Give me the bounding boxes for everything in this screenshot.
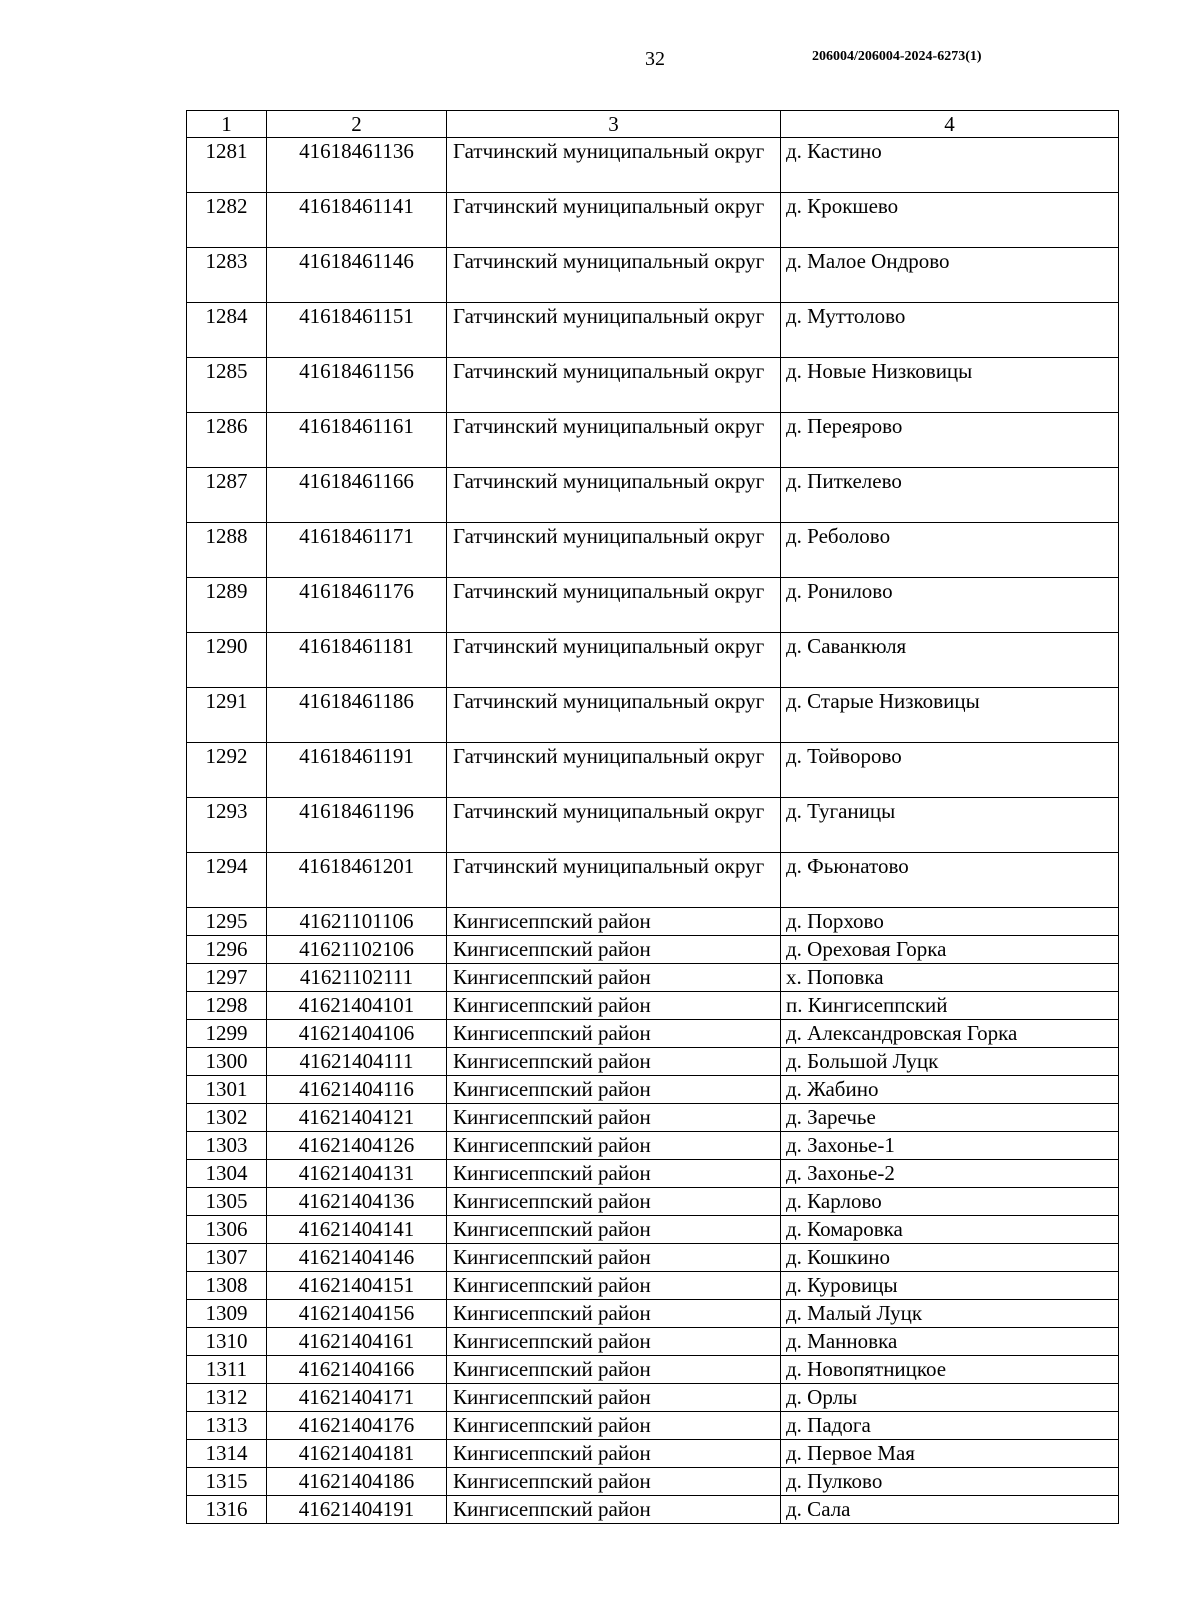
table-row: [187, 743, 1119, 798]
table-row: [187, 523, 1119, 578]
oktmo-code-cell: 41618461186: [267, 688, 447, 743]
table-row: [187, 1048, 1119, 1076]
column-header: 4: [781, 111, 1119, 138]
settlement-cell: д. Куровицы: [781, 1272, 1119, 1300]
table-row: [187, 578, 1119, 633]
district-cell: Кингисеппский район: [447, 1076, 781, 1104]
oktmo-code-cell: 41618461136: [267, 138, 447, 193]
settlement-cell: д. Большой Луцк: [781, 1048, 1119, 1076]
district-cell: Гатчинский муниципальный округ: [447, 468, 781, 523]
table-row: [187, 468, 1119, 523]
table-row: [187, 1384, 1119, 1412]
row-number-cell: 1294: [187, 853, 267, 908]
district-cell: Гатчинский муниципальный округ: [447, 248, 781, 303]
page-number: 32: [645, 48, 665, 70]
settlement-cell: д. Падога: [781, 1412, 1119, 1440]
district-cell: Кингисеппский район: [447, 1300, 781, 1328]
district-cell: Гатчинский муниципальный округ: [447, 688, 781, 743]
district-cell: Кингисеппский район: [447, 1440, 781, 1468]
oktmo-code-cell: 41621404156: [267, 1300, 447, 1328]
table-row: [187, 1216, 1119, 1244]
row-number-cell: 1292: [187, 743, 267, 798]
row-number-cell: 1295: [187, 908, 267, 936]
row-number-cell: 1299: [187, 1020, 267, 1048]
table-row: [187, 688, 1119, 743]
oktmo-code-cell: 41621404176: [267, 1412, 447, 1440]
oktmo-code-cell: 41621404171: [267, 1384, 447, 1412]
district-cell: Гатчинский муниципальный округ: [447, 413, 781, 468]
settlement-cell: д. Малый Луцк: [781, 1300, 1119, 1328]
oktmo-code-cell: 41618461196: [267, 798, 447, 853]
settlement-cell: д. Новые Низковицы: [781, 358, 1119, 413]
district-cell: Гатчинский муниципальный округ: [447, 138, 781, 193]
table-row: [187, 1160, 1119, 1188]
district-cell: Кингисеппский район: [447, 1272, 781, 1300]
table-row: [187, 1328, 1119, 1356]
row-number-cell: 1313: [187, 1412, 267, 1440]
settlement-cell: д. Александровская Горка: [781, 1020, 1119, 1048]
row-number-cell: 1288: [187, 523, 267, 578]
oktmo-code-cell: 41621404186: [267, 1468, 447, 1496]
settlement-cell: д. Переярово: [781, 413, 1119, 468]
oktmo-code-cell: 41618461176: [267, 578, 447, 633]
row-number-cell: 1297: [187, 964, 267, 992]
oktmo-code-cell: 41618461201: [267, 853, 447, 908]
oktmo-code-cell: 41618461181: [267, 633, 447, 688]
oktmo-code-cell: 41618461171: [267, 523, 447, 578]
oktmo-code-cell: 41621102111: [267, 964, 447, 992]
district-cell: Кингисеппский район: [447, 1356, 781, 1384]
row-number-cell: 1283: [187, 248, 267, 303]
district-cell: Кингисеппский район: [447, 1244, 781, 1272]
row-number-cell: 1301: [187, 1076, 267, 1104]
settlement-cell: д. Пулково: [781, 1468, 1119, 1496]
settlement-cell: д. Тойворово: [781, 743, 1119, 798]
settlement-cell: д. Кастино: [781, 138, 1119, 193]
oktmo-code-cell: 41621102106: [267, 936, 447, 964]
settlement-cell: д. Орлы: [781, 1384, 1119, 1412]
settlements-table: [186, 110, 1119, 1524]
oktmo-code-cell: 41621404111: [267, 1048, 447, 1076]
settlement-cell: д. Старые Низковицы: [781, 688, 1119, 743]
settlement-cell: д. Комаровка: [781, 1216, 1119, 1244]
district-cell: Кингисеппский район: [447, 1160, 781, 1188]
row-number-cell: 1284: [187, 303, 267, 358]
table-header-row: [187, 111, 1119, 138]
district-cell: Кингисеппский район: [447, 1020, 781, 1048]
settlement-cell: д. Реболово: [781, 523, 1119, 578]
settlement-cell: д. Крокшево: [781, 193, 1119, 248]
oktmo-code-cell: 41618461191: [267, 743, 447, 798]
row-number-cell: 1281: [187, 138, 267, 193]
row-number-cell: 1304: [187, 1160, 267, 1188]
oktmo-code-cell: 41621404191: [267, 1496, 447, 1524]
district-cell: Кингисеппский район: [447, 1496, 781, 1524]
district-cell: Кингисеппский район: [447, 1188, 781, 1216]
district-cell: Кингисеппский район: [447, 1412, 781, 1440]
settlement-cell: д. Фьюнатово: [781, 853, 1119, 908]
settlement-cell: д. Саванкюля: [781, 633, 1119, 688]
row-number-cell: 1289: [187, 578, 267, 633]
oktmo-code-cell: 41621101106: [267, 908, 447, 936]
settlement-cell: д. Карлово: [781, 1188, 1119, 1216]
table-row: [187, 248, 1119, 303]
row-number-cell: 1310: [187, 1328, 267, 1356]
district-cell: Кингисеппский район: [447, 1328, 781, 1356]
row-number-cell: 1303: [187, 1132, 267, 1160]
table-row: [187, 1412, 1119, 1440]
oktmo-code-cell: 41621404101: [267, 992, 447, 1020]
district-cell: Гатчинский муниципальный округ: [447, 853, 781, 908]
settlement-cell: д. Питкелево: [781, 468, 1119, 523]
settlement-cell: д. Манновка: [781, 1328, 1119, 1356]
row-number-cell: 1296: [187, 936, 267, 964]
district-cell: Гатчинский муниципальный округ: [447, 633, 781, 688]
settlement-cell: д. Заречье: [781, 1104, 1119, 1132]
district-cell: Гатчинский муниципальный округ: [447, 798, 781, 853]
oktmo-code-cell: 41621404131: [267, 1160, 447, 1188]
district-cell: Гатчинский муниципальный округ: [447, 358, 781, 413]
row-number-cell: 1298: [187, 992, 267, 1020]
table-row: [187, 358, 1119, 413]
table-row: [187, 853, 1119, 908]
table-row: [187, 964, 1119, 992]
oktmo-code-cell: 41621404181: [267, 1440, 447, 1468]
column-header: 3: [447, 111, 781, 138]
table-row: [187, 992, 1119, 1020]
oktmo-code-cell: 41621404106: [267, 1020, 447, 1048]
oktmo-code-cell: 41621404126: [267, 1132, 447, 1160]
table-row: [187, 193, 1119, 248]
table-row: [187, 303, 1119, 358]
table-row: [187, 1496, 1119, 1524]
district-cell: Кингисеппский район: [447, 1104, 781, 1132]
settlement-cell: д. Кошкино: [781, 1244, 1119, 1272]
row-number-cell: 1286: [187, 413, 267, 468]
row-number-cell: 1315: [187, 1468, 267, 1496]
district-cell: Кингисеппский район: [447, 1468, 781, 1496]
oktmo-code-cell: 41621404151: [267, 1272, 447, 1300]
row-number-cell: 1287: [187, 468, 267, 523]
row-number-cell: 1302: [187, 1104, 267, 1132]
settlement-cell: д. Захонье-1: [781, 1132, 1119, 1160]
table-row: [187, 1440, 1119, 1468]
district-cell: Кингисеппский район: [447, 908, 781, 936]
table-row: [187, 138, 1119, 193]
oktmo-code-cell: 41621404141: [267, 1216, 447, 1244]
settlement-cell: д. Ореховая Горка: [781, 936, 1119, 964]
district-cell: Кингисеппский район: [447, 1048, 781, 1076]
oktmo-code-cell: 41621404121: [267, 1104, 447, 1132]
table-row: [187, 1104, 1119, 1132]
district-cell: Кингисеппский район: [447, 1384, 781, 1412]
settlement-cell: х. Поповка: [781, 964, 1119, 992]
row-number-cell: 1282: [187, 193, 267, 248]
district-cell: Гатчинский муниципальный округ: [447, 578, 781, 633]
row-number-cell: 1300: [187, 1048, 267, 1076]
district-cell: Гатчинский муниципальный округ: [447, 743, 781, 798]
table-row: [187, 1272, 1119, 1300]
row-number-cell: 1306: [187, 1216, 267, 1244]
oktmo-code-cell: 41618461166: [267, 468, 447, 523]
row-number-cell: 1316: [187, 1496, 267, 1524]
oktmo-code-cell: 41618461161: [267, 413, 447, 468]
oktmo-code-cell: 41621404136: [267, 1188, 447, 1216]
row-number-cell: 1314: [187, 1440, 267, 1468]
district-cell: Кингисеппский район: [447, 936, 781, 964]
row-number-cell: 1290: [187, 633, 267, 688]
table-row: [187, 1132, 1119, 1160]
district-cell: Кингисеппский район: [447, 992, 781, 1020]
row-number-cell: 1293: [187, 798, 267, 853]
district-cell: Гатчинский муниципальный округ: [447, 303, 781, 358]
table-row: [187, 1244, 1119, 1272]
district-cell: Гатчинский муниципальный округ: [447, 523, 781, 578]
settlement-cell: д. Порхово: [781, 908, 1119, 936]
table-row: [187, 1356, 1119, 1384]
settlement-cell: д. Туганицы: [781, 798, 1119, 853]
settlement-cell: д. Первое Мая: [781, 1440, 1119, 1468]
oktmo-code-cell: 41621404166: [267, 1356, 447, 1384]
row-number-cell: 1308: [187, 1272, 267, 1300]
table-row: [187, 936, 1119, 964]
oktmo-code-cell: 41621404161: [267, 1328, 447, 1356]
table-row: [187, 633, 1119, 688]
row-number-cell: 1305: [187, 1188, 267, 1216]
settlement-cell: п. Кингисеппский: [781, 992, 1119, 1020]
settlement-cell: д. Сала: [781, 1496, 1119, 1524]
table-row: [187, 413, 1119, 468]
table-row: [187, 1076, 1119, 1104]
row-number-cell: 1312: [187, 1384, 267, 1412]
oktmo-code-cell: 41621404146: [267, 1244, 447, 1272]
district-cell: Кингисеппский район: [447, 964, 781, 992]
document-id: 206004/206004-2024-6273(1): [812, 49, 982, 64]
oktmo-code-cell: 41618461151: [267, 303, 447, 358]
row-number-cell: 1309: [187, 1300, 267, 1328]
row-number-cell: 1291: [187, 688, 267, 743]
table-row: [187, 1300, 1119, 1328]
district-cell: Кингисеппский район: [447, 1216, 781, 1244]
table-row: [187, 1468, 1119, 1496]
settlement-cell: д. Новопятницкое: [781, 1356, 1119, 1384]
row-number-cell: 1307: [187, 1244, 267, 1272]
oktmo-code-cell: 41621404116: [267, 1076, 447, 1104]
row-number-cell: 1311: [187, 1356, 267, 1384]
table-row: [187, 1020, 1119, 1048]
oktmo-code-cell: 41618461146: [267, 248, 447, 303]
settlement-cell: д. Муттолово: [781, 303, 1119, 358]
row-number-cell: 1285: [187, 358, 267, 413]
table-row: [187, 798, 1119, 853]
column-header: 1: [187, 111, 267, 138]
settlement-cell: д. Ронилово: [781, 578, 1119, 633]
oktmo-code-cell: 41618461156: [267, 358, 447, 413]
settlement-cell: д. Захонье-2: [781, 1160, 1119, 1188]
district-cell: Гатчинский муниципальный округ: [447, 193, 781, 248]
column-header: 2: [267, 111, 447, 138]
table-row: [187, 908, 1119, 936]
district-cell: Кингисеппский район: [447, 1132, 781, 1160]
table-row: [187, 1188, 1119, 1216]
settlement-cell: д. Малое Ондрово: [781, 248, 1119, 303]
settlement-cell: д. Жабино: [781, 1076, 1119, 1104]
oktmo-code-cell: 41618461141: [267, 193, 447, 248]
